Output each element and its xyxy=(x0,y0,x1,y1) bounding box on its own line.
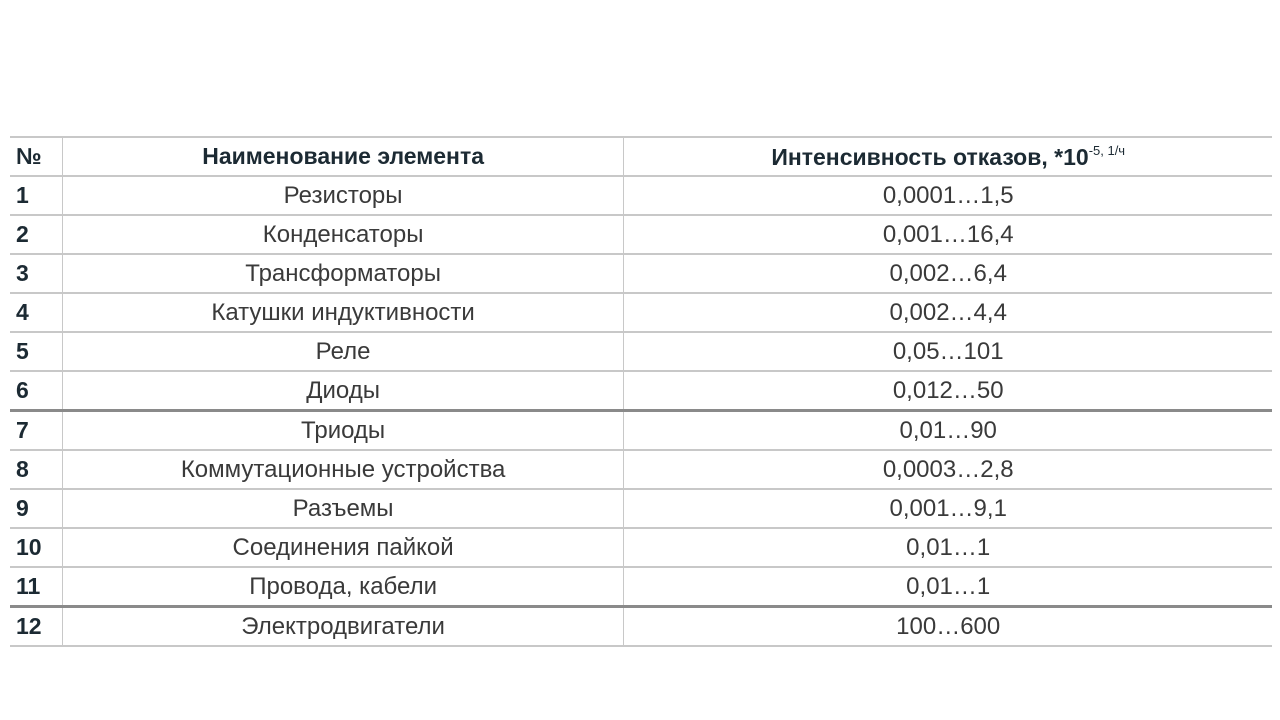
row-failure-rate: 0,012…50 xyxy=(624,371,1272,411)
row-number: 6 xyxy=(10,371,62,411)
failure-rate-table xyxy=(10,136,1272,647)
table-row xyxy=(10,176,1272,215)
row-failure-rate: 0,0003…2,8 xyxy=(624,450,1272,489)
table-header-row xyxy=(10,137,1272,176)
row-element-name: Диоды xyxy=(62,371,624,411)
table-row xyxy=(10,489,1272,528)
row-element-name: Катушки индуктивности xyxy=(62,293,624,332)
row-failure-rate: 0,002…4,4 xyxy=(624,293,1272,332)
row-element-name: Конденсаторы xyxy=(62,215,624,254)
table-row xyxy=(10,371,1272,411)
row-number: 3 xyxy=(10,254,62,293)
row-failure-rate: 0,0001…1,5 xyxy=(624,176,1272,215)
header-failure-rate-unit: -5, 1/ч xyxy=(1088,142,1126,158)
table-row xyxy=(10,215,1272,254)
row-failure-rate: 0,002…6,4 xyxy=(624,254,1272,293)
row-failure-rate: 0,01…1 xyxy=(624,528,1272,567)
row-failure-rate: 0,01…1 xyxy=(624,567,1272,607)
header-failure-rate xyxy=(624,137,1272,176)
row-element-name: Коммутационные устройства xyxy=(62,450,624,489)
row-element-name: Разъемы xyxy=(62,489,624,528)
table-row xyxy=(10,567,1272,607)
row-number: 2 xyxy=(10,215,62,254)
table-row xyxy=(10,528,1272,567)
row-element-name: Соединения пайкой xyxy=(62,528,624,567)
row-element-name: Резисторы xyxy=(62,176,624,215)
row-failure-rate: 0,001…16,4 xyxy=(624,215,1272,254)
row-failure-rate: 100…600 xyxy=(624,607,1272,647)
row-number: 11 xyxy=(10,567,62,607)
row-element-name: Электродвигатели xyxy=(62,607,624,647)
row-number: 12 xyxy=(10,607,62,647)
row-failure-rate: 0,01…90 xyxy=(624,411,1272,451)
table-row xyxy=(10,607,1272,647)
table-row xyxy=(10,254,1272,293)
row-element-name: Провода, кабели xyxy=(62,567,624,607)
row-number: 10 xyxy=(10,528,62,567)
row-element-name: Трансформаторы xyxy=(62,254,624,293)
table-row xyxy=(10,293,1272,332)
row-element-name: Реле xyxy=(62,332,624,371)
header-number: № xyxy=(10,137,62,176)
row-failure-rate: 0,001…9,1 xyxy=(624,489,1272,528)
header-failure-rate-label: Интенсивность отказов, *10 xyxy=(771,143,1089,170)
row-number: 7 xyxy=(10,411,62,451)
row-number: 5 xyxy=(10,332,62,371)
header-element-name: Наименование элемента xyxy=(62,137,624,176)
row-element-name: Триоды xyxy=(62,411,624,451)
row-number: 4 xyxy=(10,293,62,332)
table-row xyxy=(10,411,1272,451)
table-row xyxy=(10,332,1272,371)
row-number: 1 xyxy=(10,176,62,215)
row-number: 9 xyxy=(10,489,62,528)
table-row xyxy=(10,450,1272,489)
row-failure-rate: 0,05…101 xyxy=(624,332,1272,371)
row-number: 8 xyxy=(10,450,62,489)
